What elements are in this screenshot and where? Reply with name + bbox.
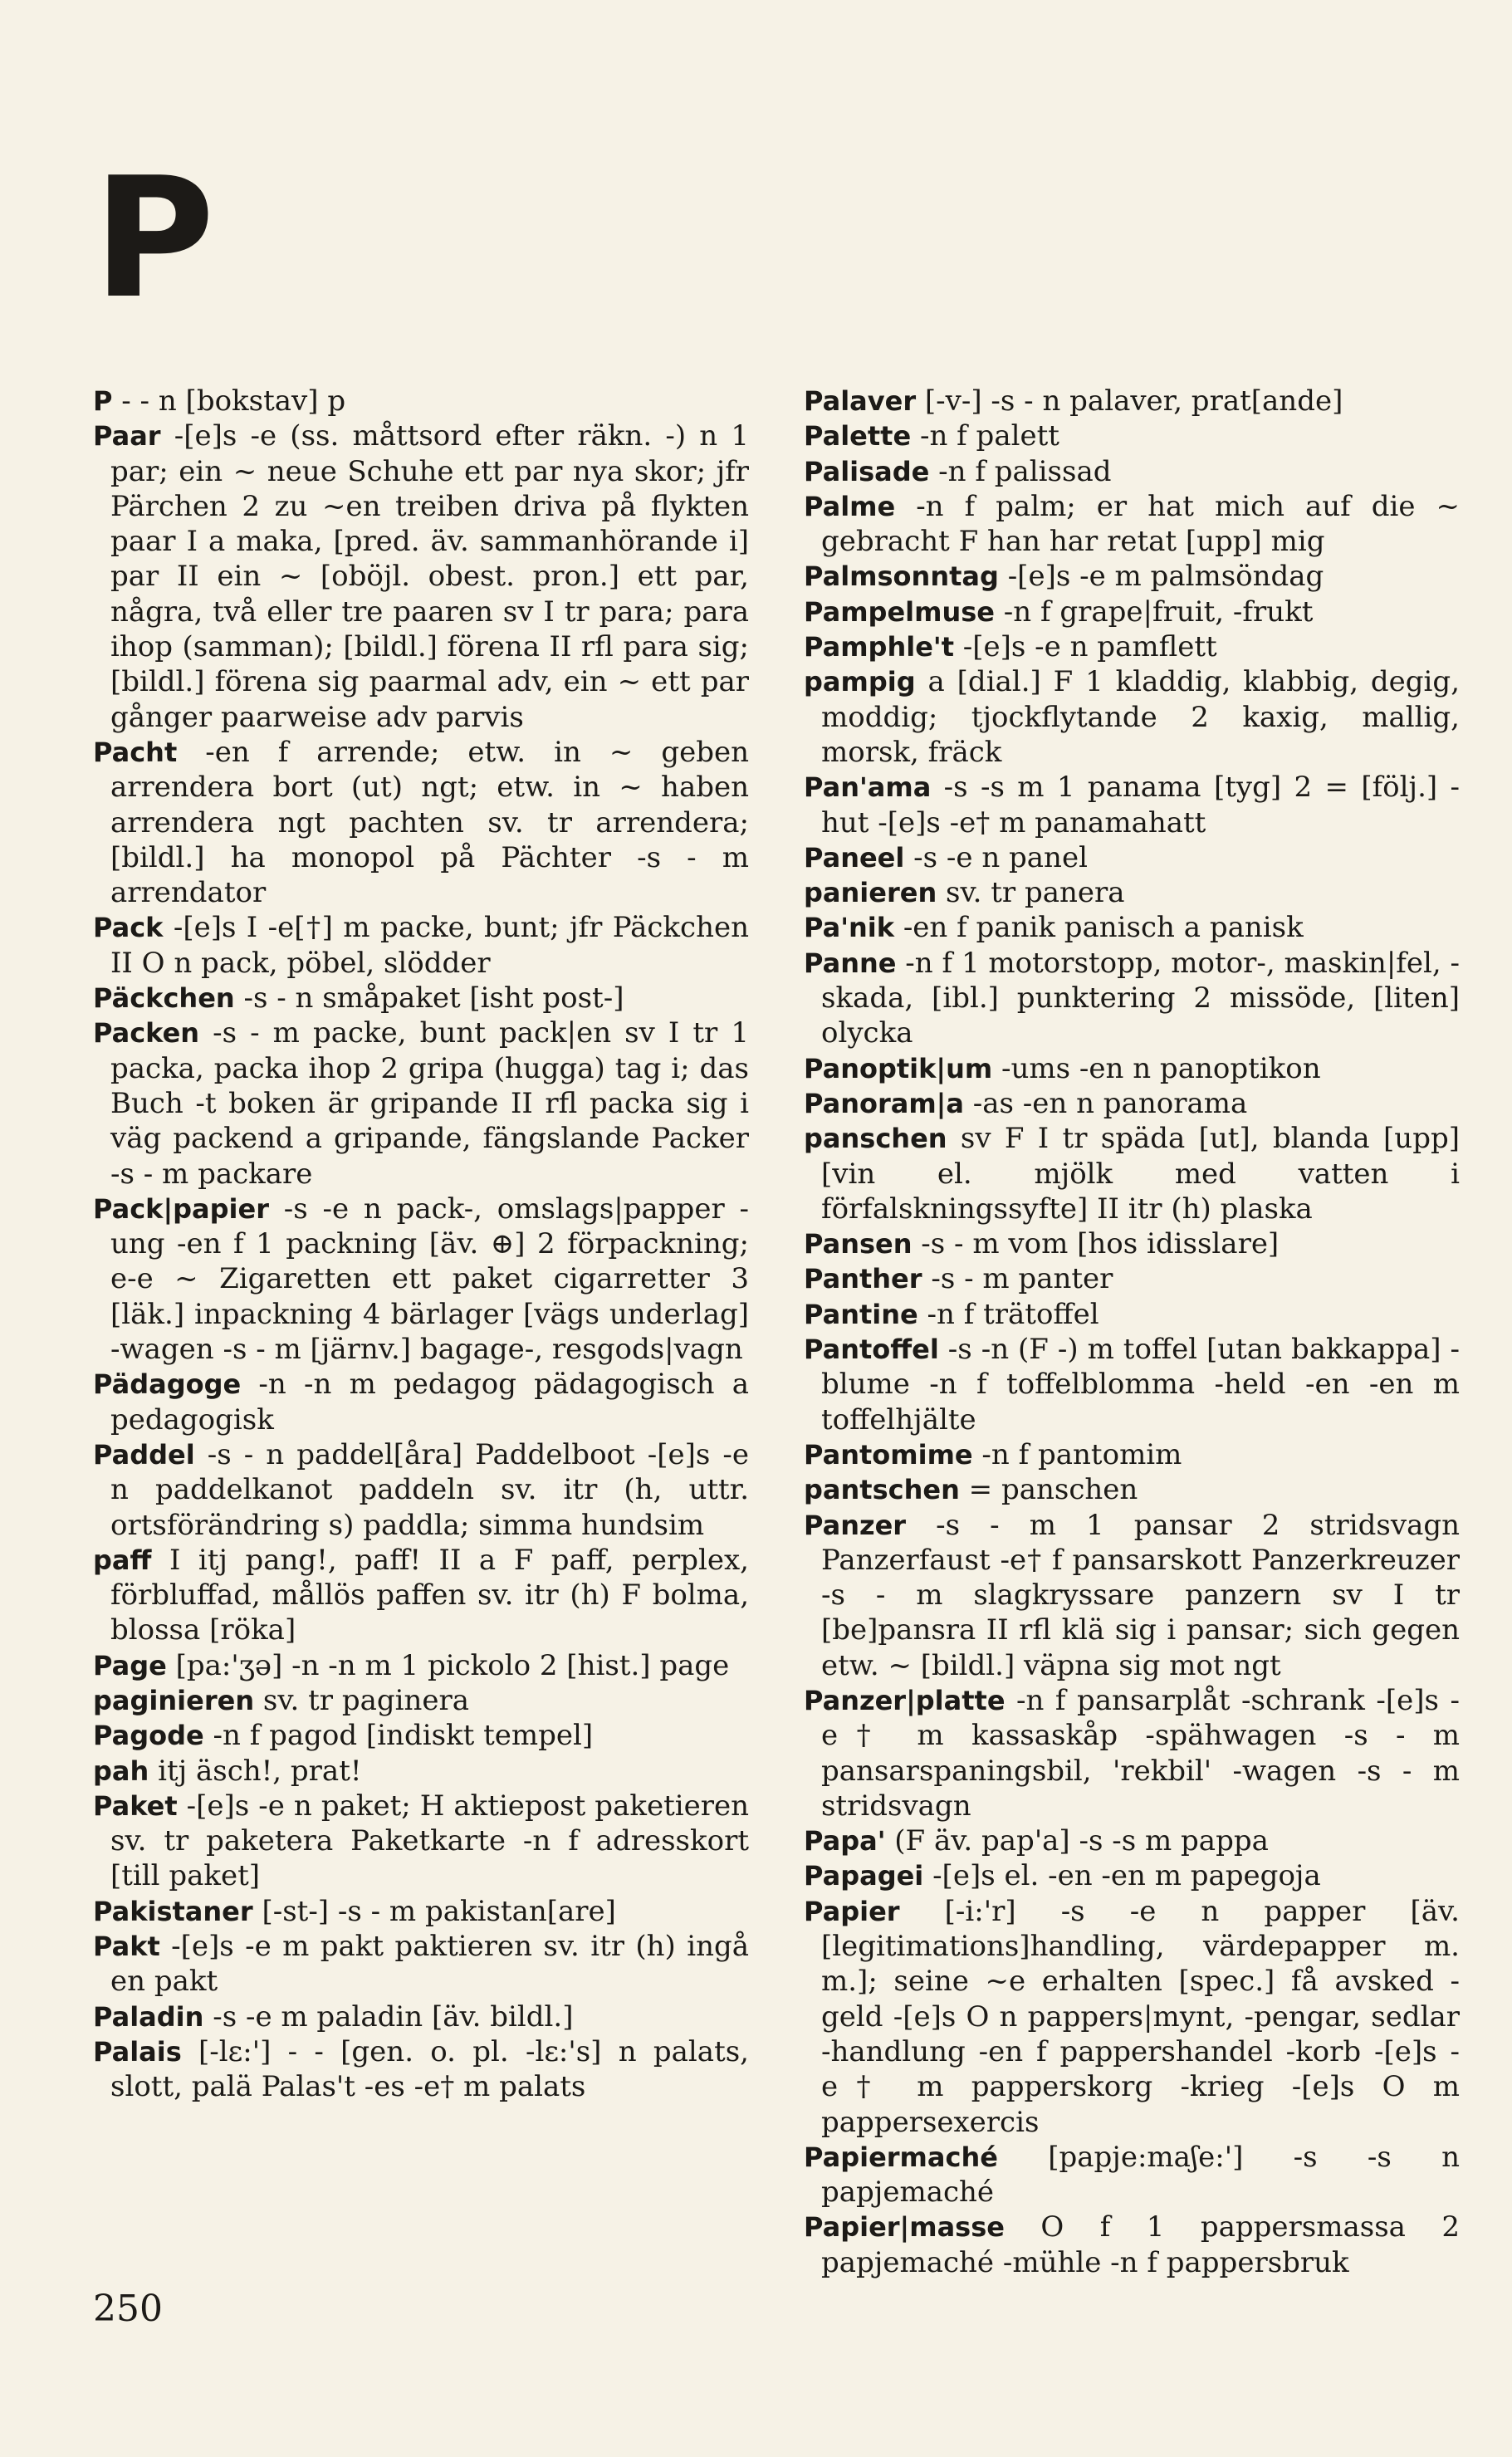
entry — [93, 1789, 749, 1894]
entry — [93, 1192, 749, 1367]
entry — [93, 384, 749, 418]
definition: -s - m 1 pansar 2 stridsvagn Panzerfaust -e† f pansarskott Panzerkreuzer -s - m slagkryssare panzern sv I tr [be]pansra II rfl klä sig i pansar; sich gegen etw. ~ [bildl.] väpna sig mot ngt — [821, 1508, 1460, 1682]
entry — [804, 1894, 1460, 2140]
entry — [93, 1999, 749, 2034]
definition: -s - n småpaket [isht post-] — [234, 981, 624, 1016]
headword: Pädagoge — [93, 1368, 242, 1401]
headword: Pakt — [93, 1931, 160, 1963]
entry — [804, 1121, 1460, 1226]
definition: -[e]s -e m palmsöndag — [998, 560, 1324, 594]
definition: [-i:'r] -s -e n papper [äv. [legitimations]handling, värdepapper m. m.]; seine ~e erhalten [spec.] få avsked -geld -[e]s O n pappers|mynt, -pengar, sedlar -handlung -en f pappershandel -korb -[e]s -e† m papperskorg -krieg -[e]s O m pappersexercis — [821, 1894, 1460, 2139]
entry — [804, 1858, 1460, 1893]
definition: -n f grape|fruit, -frukt — [994, 595, 1314, 629]
definition: -s -e n pack-, omslags|papper -ung -en f 1 packning [äv. ⊕] 2 förpackning; e-e ~ Zigaretten ett paket cigarretter 3 [läk.] inpackning 4 bärlager [vägs underlag] -wagen -s - m [järnv.] bagage-, resgods|vagn — [110, 1192, 749, 1367]
section-letter: P — [93, 142, 215, 335]
headword: Panoptik|um — [804, 1052, 993, 1084]
headword: panieren — [804, 877, 937, 909]
headword: Paladin — [93, 2000, 204, 2033]
entry — [804, 840, 1460, 875]
definition: -n f trätoffel — [917, 1297, 1099, 1331]
definition: -n f palm; er hat mich auf die ~ gebracht F han har retat [upp] mig — [821, 489, 1460, 559]
definition: -n f palissad — [929, 454, 1112, 488]
headword: Panzer|platte — [804, 1684, 1006, 1716]
headword: paginieren — [93, 1684, 255, 1716]
entry — [93, 1016, 749, 1191]
definition: -n -n m pedagog pädagogisch a pedagogisk — [110, 1368, 749, 1437]
entry — [804, 1823, 1460, 1858]
entry — [804, 2210, 1460, 2280]
headword: Pack — [93, 912, 164, 944]
definition: -n f 1 motorstopp, motor-, maskin|fel, -skada, [ibl.] punktering 2 missöde, [liten] olycka — [821, 946, 1460, 1050]
definition: -n f pagod [indiskt tempel] — [203, 1719, 594, 1753]
definition: sv F I tr späda [ut], blanda [upp] [vin el. mjölk med vatten i förfalskningssyfte] II itr (h) plaska — [821, 1122, 1460, 1226]
definition: -s - n paddel[åra] Paddelboot -[e]s -e n paddelkanot paddeln sv. itr (h, uttr. ortsförändring s) paddla; simma hundsim — [110, 1437, 749, 1542]
headword: pantschen — [804, 1474, 960, 1506]
headword: Pantine — [804, 1298, 918, 1330]
definition: (F äv. pap'a] -s -s m pappa — [885, 1824, 1269, 1858]
definition: [-lɛ:'] - - [gen. o. pl. -lɛ:'s] n palats, slott, palä Palas't -es -e† m palats — [110, 2034, 749, 2104]
entry — [93, 1543, 749, 1648]
headword: Paar — [93, 420, 161, 453]
headword: Pantomime — [804, 1438, 973, 1471]
definition: -en f arrende; etw. in ~ geben arrendera bort (ut) ngt; etw. in ~ haben arrendera ngt pachten sv. tr arrendera; [bildl.] ha monopol på Pächter -s - m arrendator — [110, 735, 749, 910]
entry — [93, 2034, 749, 2105]
definition: -[e]s I -e[†] m packe, bunt; jfr Päckchen II O n pack, pöbel, slödder — [110, 911, 749, 980]
headword: Page — [93, 1649, 167, 1681]
definition: -s - m packe, bunt pack|en sv I tr 1 packa, packa ihop 2 gripa (hugga) tag i; das Buch -t boken är gripande II rfl packa sig i väg packend a gripande, fängslande Packer -s - m packare — [110, 1016, 749, 1191]
headword: Päckchen — [93, 982, 235, 1015]
entry — [804, 559, 1460, 594]
entry — [804, 910, 1460, 945]
headword: Papier — [804, 1895, 900, 1927]
definition: -s -n (F -) m toffel [utan bakkappa] -blume -n f toffelblomma -held -en -en m toffelhjälte — [821, 1333, 1460, 1437]
headword: panschen — [804, 1123, 947, 1155]
headword: Papa' — [804, 1825, 886, 1857]
page-number: 250 — [93, 2288, 163, 2330]
headword: Palisade — [804, 455, 930, 487]
entry — [804, 454, 1460, 489]
definition: -[e]s -e m pakt paktieren sv. itr (h) ingå en pakt — [110, 1930, 749, 1999]
entry — [804, 1472, 1460, 1507]
definition: sv. tr panera — [937, 876, 1125, 910]
headword: Panoram|a — [804, 1087, 964, 1119]
definition: -n f palett — [911, 419, 1059, 453]
headword: Packen — [93, 1017, 200, 1050]
headword: Pamphle't — [804, 631, 954, 663]
entry — [93, 1437, 749, 1543]
definition: [papje:maʃe:'] -s -s n papjemaché — [821, 2140, 1460, 2210]
definition: a [dial.] F 1 kladdig, klabbig, degig, moddig; tjockflytande 2 kaxig, mallig, morsk, fräck — [821, 665, 1460, 769]
definition: -n f pansarplåt -schrank -[e]s -e† m kassaskåp -spähwagen -s - m pansarspaningsbil, 'rekbil' -wagen -s - m stridsvagn — [821, 1683, 1460, 1823]
entry — [804, 384, 1460, 418]
entry — [804, 1683, 1460, 1823]
definition: -[e]s -e (ss. måttsord efter räkn. -) n 1 par; ein ~ neue Schuhe ett par nya skor; jfr Pärchen 2 zu ~en treiben driva på flykten paar I a maka, [pred. äv. sammanhörande i] par II ein ~ [oböjl. obest. pron.] ett par, några, två eller tre paaren sv I tr para; para ihop (samman); [bildl.] förena II rfl para sig; [bildl.] förena sig paarmal adv, ein ~ ett par gånger paarweise adv parvis — [110, 419, 749, 734]
entry — [804, 1332, 1460, 1437]
definition: -as -en n panorama — [963, 1086, 1248, 1120]
definition: I itj pang!, paff! II a F paff, perplex, förbluffad, mållös paffen sv. itr (h) F bolma, blossa [röka] — [110, 1543, 749, 1647]
definition: - - n [bokstav] p — [112, 384, 346, 418]
entry — [804, 770, 1460, 840]
entry — [804, 1297, 1460, 1332]
headword: Panther — [804, 1263, 922, 1295]
definition: = panschen — [959, 1473, 1138, 1507]
left-column — [93, 384, 749, 2105]
definition: -s -e m paladin [äv. bildl.] — [203, 1999, 574, 2034]
headword: Palaver — [804, 385, 917, 417]
headword: Pacht — [93, 736, 178, 768]
entry — [804, 595, 1460, 629]
definition: -[e]s -e n paket; H aktiepost paketieren sv. tr paketera Paketkarte -n f adresskort [till paket] — [110, 1789, 749, 1893]
entry — [93, 418, 749, 735]
definition: -s - m vom [hos idisslare] — [912, 1227, 1280, 1261]
entry — [804, 2140, 1460, 2210]
entry — [804, 1086, 1460, 1121]
definition: [pa:'ʒə] -n -n m 1 pickolo 2 [hist.] page — [166, 1648, 730, 1682]
headword: Papiermaché — [804, 2141, 998, 2173]
entry — [804, 1226, 1460, 1261]
entry — [93, 1894, 749, 1929]
definition: -s -e n panel — [904, 840, 1088, 874]
entry — [93, 1367, 749, 1437]
headword: Palais — [93, 2035, 182, 2068]
definition: -s -s m 1 panama [tyg] 2 = [följ.] -hut -[e]s -e† m panamahatt — [821, 771, 1460, 839]
headword: paff — [93, 1544, 152, 1576]
entry — [93, 1718, 749, 1753]
headword: Pansen — [804, 1228, 913, 1260]
headword: Paneel — [804, 841, 905, 874]
definition: O f 1 pappersmassa 2 papjemaché -mühle -n f pappersbruk — [821, 2210, 1460, 2279]
entry — [804, 946, 1460, 1051]
definition: -[e]s el. -en -en m papegoja — [923, 1859, 1321, 1893]
definition: sv. tr paginera — [254, 1683, 470, 1717]
definition: [-st-] -s - m pakistan[are] — [252, 1894, 616, 1928]
headword: Pan'ama — [804, 771, 932, 804]
headword: pah — [93, 1755, 149, 1787]
definition: [-v-] -s - n palaver, prat[ande] — [916, 384, 1343, 418]
entry — [804, 489, 1460, 560]
headword: Pa'nik — [804, 912, 895, 944]
definition: -s - m panter — [922, 1262, 1113, 1296]
entry — [93, 910, 749, 981]
entry — [93, 981, 749, 1016]
headword: Papagei — [804, 1860, 924, 1892]
headword: Pack|papier — [93, 1192, 269, 1225]
headword: Palme — [804, 490, 896, 522]
headword: P — [93, 385, 113, 417]
definition: itj äsch!, prat! — [149, 1754, 362, 1788]
entry — [93, 735, 749, 910]
headword: Panne — [804, 947, 897, 979]
definition: -ums -en n panoptikon — [992, 1051, 1321, 1085]
entry — [804, 1508, 1460, 1683]
headword: Papier|masse — [804, 2211, 1005, 2244]
definition: -[e]s -e n pamflett — [953, 630, 1217, 664]
headword: Palette — [804, 420, 912, 453]
entry — [804, 875, 1460, 910]
headword: Paket — [93, 1789, 178, 1822]
entry — [93, 1683, 749, 1718]
headword: Pagode — [93, 1720, 204, 1752]
headword: Pantoffel — [804, 1334, 939, 1366]
entry — [93, 1648, 749, 1683]
headword: Paddel — [93, 1438, 195, 1471]
entry — [93, 1754, 749, 1789]
entry — [804, 418, 1460, 453]
entry — [93, 1929, 749, 1999]
entry — [804, 664, 1460, 770]
headword: Pakistaner — [93, 1895, 253, 1927]
definition: -en f panik panisch a panisk — [894, 911, 1304, 945]
headword: pampig — [804, 666, 916, 698]
headword: Pampelmuse — [804, 595, 995, 628]
entry — [804, 629, 1460, 664]
entry — [804, 1261, 1460, 1296]
headword: Palmsonntag — [804, 560, 999, 593]
entry — [804, 1437, 1460, 1472]
right-column — [804, 384, 1460, 2280]
entry — [804, 1051, 1460, 1086]
definition: -n f pantomim — [972, 1437, 1182, 1471]
headword: Panzer — [804, 1509, 907, 1541]
